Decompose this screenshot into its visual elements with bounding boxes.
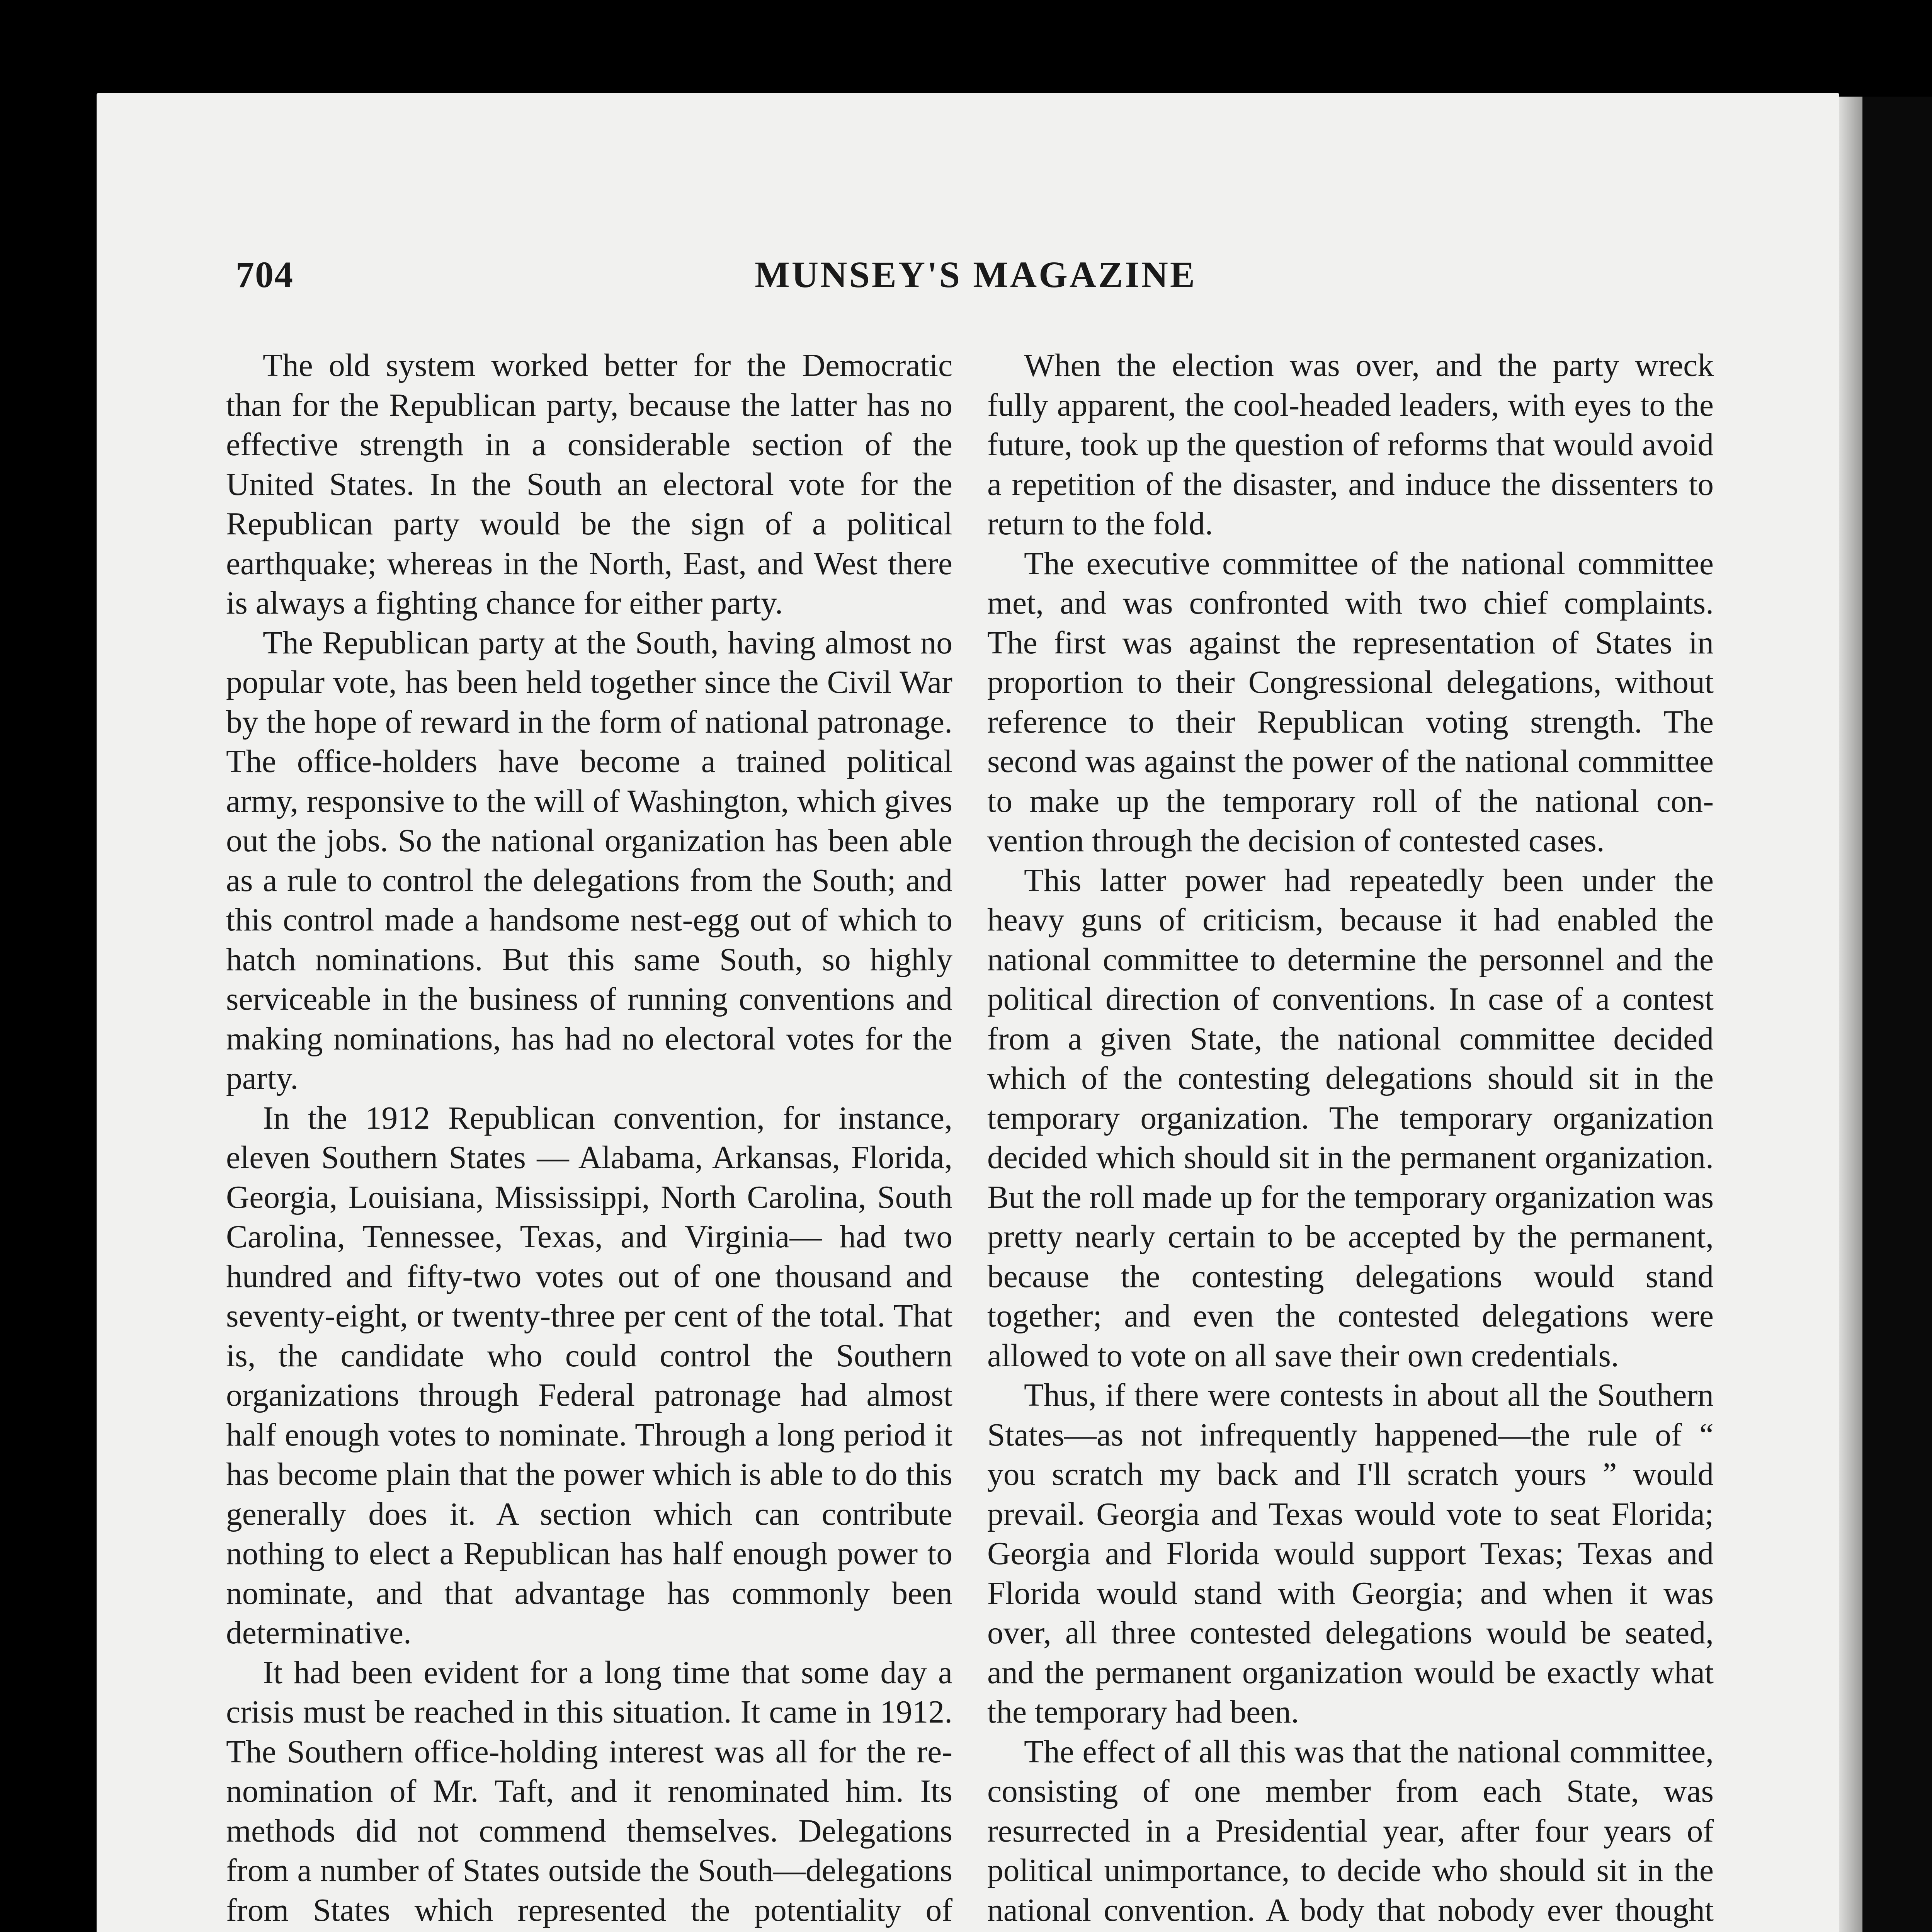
paragraph: The executive committee of the national committee met, and was confronted with two chief complaints. The first was against the representation of States in proportion to their Congressional delegations, without reference to their Republican voting strength. The second was against the power of the national committee to make up the temporary roll of the national convention through the decision of contested cases. xyxy=(987,546,1714,859)
page-number: 704 xyxy=(236,254,294,295)
paragraph: The old system worked better for the Democratic than for the Republican party, because the latter has no effective strength in a considerable section of the United States. In the South an electoral vote for the Republican party would be the sign of a political earthquake; whereas in the North, East, and West there is always a fighting chance for either party. xyxy=(226,348,952,621)
adjacent-page-strip xyxy=(1862,97,1932,1932)
paragraph: It had been evident for a long time that some day a crisis must be reached in this situation. It came in 1912. The Southern office-holding interest was all for the renomination of Mr. Taft, and it renominated him. Its methods did not commend themselves. Delegations from a number of States outside the South—delegations from States which represented the potentiality of xyxy=(226,1655,952,1928)
paragraph: This latter power had repeatedly been under the heavy guns of criticism, because it had enabled the national committee to determine the personnel and the political direction of conventions. In case of a contest from a given State, the national committee decided which of the contesting delegations should sit in the temporary organization. The temporary organization decided which should sit in the permanent organization. But the roll made up for the temporary organization was pretty nearly certain to be accepted by the permanent, because the contesting delegations would stand together; and even the contested delegations were allowed to vote on all save their own credentials. xyxy=(987,862,1714,1374)
left-column xyxy=(226,346,952,1932)
page-gutter-shadow xyxy=(1839,97,1862,1932)
paragraph: In the 1912 Republican convention, for instance, eleven Southern States — Alabama, Arkansas, Florida, Georgia, Louisiana, Mississippi, North Carolina, South Carolina, Tennessee, Texas, and Virginia— had two hundred and fifty-two votes out of one thousand and seventy-eight, or twenty-three per cent of the total. That is, the candidate who could control the Southern organizations through Federal patronage had almost half enough votes to nominate. Through a long period it has become plain that the power which is able to do this generally does it. A section which can contribute nothing to elect a Republican has half enough power to nominate, and that advantage has commonly been determinative. xyxy=(226,1100,952,1651)
paragraph: The Republican party at the South, having almost no popular vote, has been held together since the Civil War by the hope of reward in the form of national patronage. The office-holders have become a trained political army, responsive to the will of Washington, which gives out the jobs. So the national organization has been able as a rule to control the delegations from the South; and this control made a handsome nest-egg out of which to hatch nominations. But this same South, so highly serviceable in the business of running conventions and making nominations, has had no electoral votes for the party. xyxy=(226,625,952,1096)
paragraph: Thus, if there were contests in about all the Southern States—as not infrequently happened—the rule of “ you scratch my back and I'll scratch yours ” would prevail. Georgia and Texas would vote to seat Florida; Georgia and Florida would support Texas; Texas and Florida would stand with Georgia; and when it was over, all three contested delegations would be seated, and the permanent organization would be exactly what the temporary had been. xyxy=(987,1378,1714,1730)
page-header xyxy=(236,253,1716,311)
running-head: MUNSEY'S MAGAZINE xyxy=(755,254,1197,295)
paragraph: The effect of all this was that the national committee, consisting of one member from each State, was resurrected in a Presidential year, after four years of political unimportance, to decide who should sit in the national convention. A body that nobody ever thought xyxy=(987,1734,1714,1928)
paragraph: When the election was over, and the party wreck fully apparent, the cool-headed leaders, with eyes to the future, took up the question of reforms that would avoid a repetition of the disaster, and induce the dissenters to return to the fold. xyxy=(987,348,1714,542)
right-column xyxy=(987,346,1714,1932)
